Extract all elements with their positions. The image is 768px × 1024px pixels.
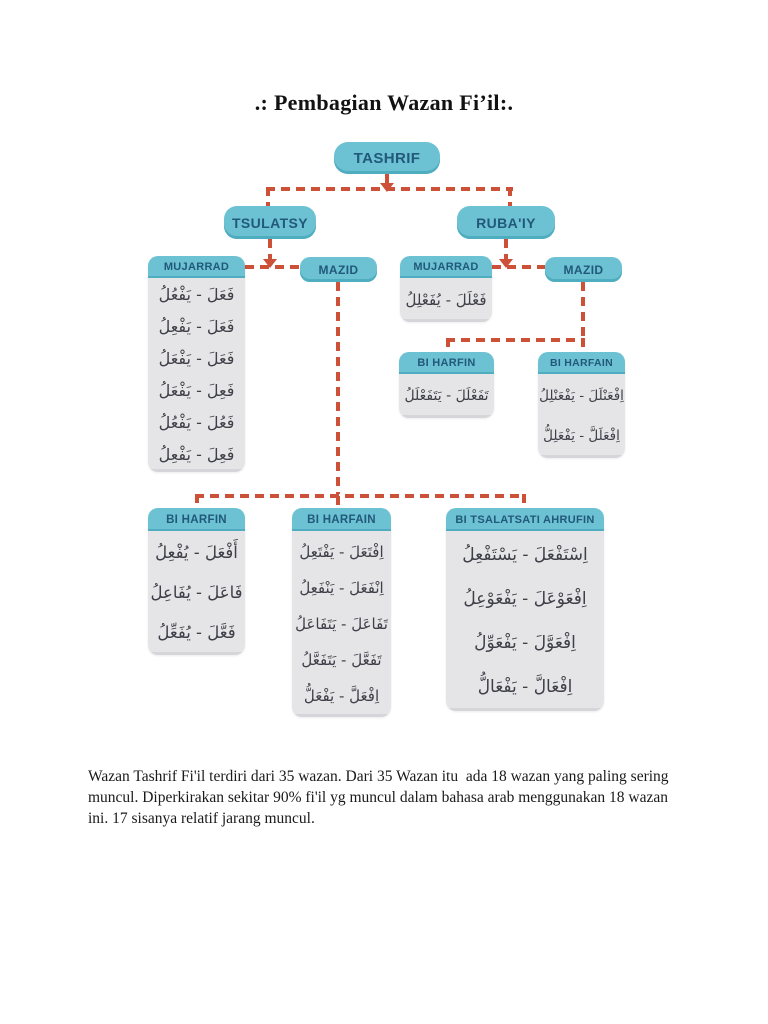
wazan-form: اِفْعَالَّ - يَفْعَالُّ [477, 677, 573, 697]
page-title: .: Pembagian Wazan Fi’il:. [254, 90, 514, 115]
header-rubaiy-mujarrad: MUJARRAD [400, 256, 492, 278]
body-rubaiy-mujarrad [400, 278, 492, 322]
footer-line: ini. 17 sisanya relatif jarang muncul. [88, 810, 315, 827]
wazan-form: اِفْعَوْعَلَ - يَفْعَوْعِلُ [463, 589, 587, 609]
wazan-form: اِفْعَلَّ - يَفْعَلُّ [303, 687, 380, 705]
connector-tsulatsy-mazid-drop [336, 282, 340, 494]
wazan-form: فَعِلَ - يَفْعَلُ [158, 381, 235, 400]
wazan-form: أَفْعَلَ - يُفْعِلُ [155, 543, 238, 562]
header-rubaiy-bi-harfin: BI HARFIN [399, 352, 494, 374]
connector-drop-rubaiy [508, 187, 512, 208]
connector-tsulatsy-arrow [263, 259, 277, 268]
body-tsulatsy-mujarrad [148, 278, 245, 472]
node-rubaiy: RUBA'IY [457, 206, 555, 239]
group-tsulatsy-bi-harfain [292, 508, 391, 717]
wazan-form: فَاعَلَ - يُفَاعِلُ [150, 583, 243, 602]
connector-rubaiy-arrow [499, 259, 513, 268]
footer-line: muncul. Diperkirakan sekitar 90% fi'il yg muncul dalam bahasa arab menggunakan 18 wazan [88, 789, 668, 806]
connector-rubaiy-mazid-split [446, 338, 583, 342]
wazan-form: تَفَعْلَلَ - يَتَفَعْلَلُ [404, 388, 489, 404]
wazan-form: فَعِلَ - يَفْعِلُ [158, 445, 235, 464]
wazan-form: فَعَلَ - يَفْعُلُ [158, 285, 235, 304]
wazan-form: تَفَعَّلَ - يَتَفَعَّلُ [301, 651, 382, 669]
wazan-form: فَعَّلَ - يُفَعِّلُ [157, 623, 236, 642]
group-tsulatsy-mujarrad [148, 256, 245, 472]
connector-tsulatsy-mazid-split [195, 494, 526, 498]
header-tsulatsy-bi-harfain: BI HARFAIN [292, 508, 391, 531]
wazan-form: اِفْعَنْلَلَ - يَفْعَنْلِلُ [539, 388, 624, 404]
header-bi-tsalatsati-ahrufin: BI TSALATSATI AHRUFIN [446, 508, 604, 531]
wazan-form: فَعَلَ - يَفْعِلُ [158, 317, 235, 336]
header-rubaiy-bi-harfain: BI HARFAIN [538, 352, 625, 374]
connector-root-arrow [380, 183, 394, 192]
footer-paragraph [88, 766, 688, 829]
group-rubaiy-bi-harfin [399, 352, 494, 418]
wazan-form: فَعْلَلَ - يُفَعْلِلُ [405, 291, 487, 309]
group-rubaiy-bi-harfain [538, 352, 625, 458]
group-tsulatsy-bi-harfin [148, 508, 245, 655]
wazan-form: اِفْعَوَّلَ - يَفْعَوِّلُ [474, 633, 576, 653]
body-rubaiy-bi-harfain [538, 374, 625, 458]
wazan-form: اِنْفَعَلَ - يَنْفَعِلُ [299, 579, 384, 597]
wazan-form: اِفْعَلَلَّ - يَفْعَلِلُّ [543, 428, 620, 444]
header-tsulatsy-bi-harfin: BI HARFIN [148, 508, 245, 531]
node-tashrif: TASHRIF [334, 142, 440, 174]
wazan-form: اِفْتَعَلَ - يَفْتَعِلُ [299, 543, 384, 561]
group-bi-tsalatsati-ahrufin [446, 508, 604, 711]
node-tsulatsy-mazid: MAZID [300, 257, 377, 282]
node-rubaiy-mazid: MAZID [545, 257, 622, 282]
body-tsulatsy-bi-harfin [148, 531, 245, 655]
node-tsulatsy: TSULATSY [224, 206, 316, 239]
header-tsulatsy-mujarrad: MUJARRAD [148, 256, 245, 278]
body-bi-tsalatsati-ahrufin [446, 531, 604, 711]
connector-drop-tsulatsy [266, 187, 270, 208]
connector-rubaiy-mazid-drop [581, 282, 585, 338]
body-rubaiy-bi-harfin [399, 374, 494, 418]
wazan-form: تَفَاعَلَ - يَتَفَاعَلُ [295, 615, 388, 633]
wazan-form: اِسْتَفْعَلَ - يَسْتَفْعِلُ [462, 545, 588, 565]
body-tsulatsy-bi-harfain [292, 531, 391, 717]
group-rubaiy-mujarrad [400, 256, 492, 322]
footer-line: Wazan Tashrif Fi'il terdiri dari 35 wazan. Dari 35 Wazan itu ada 18 wazan yang paling sering [88, 768, 669, 785]
wazan-form: فَعَلَ - يَفْعَلُ [158, 349, 235, 368]
wazan-form: فَعُلَ - يَفْعُلُ [158, 413, 235, 432]
